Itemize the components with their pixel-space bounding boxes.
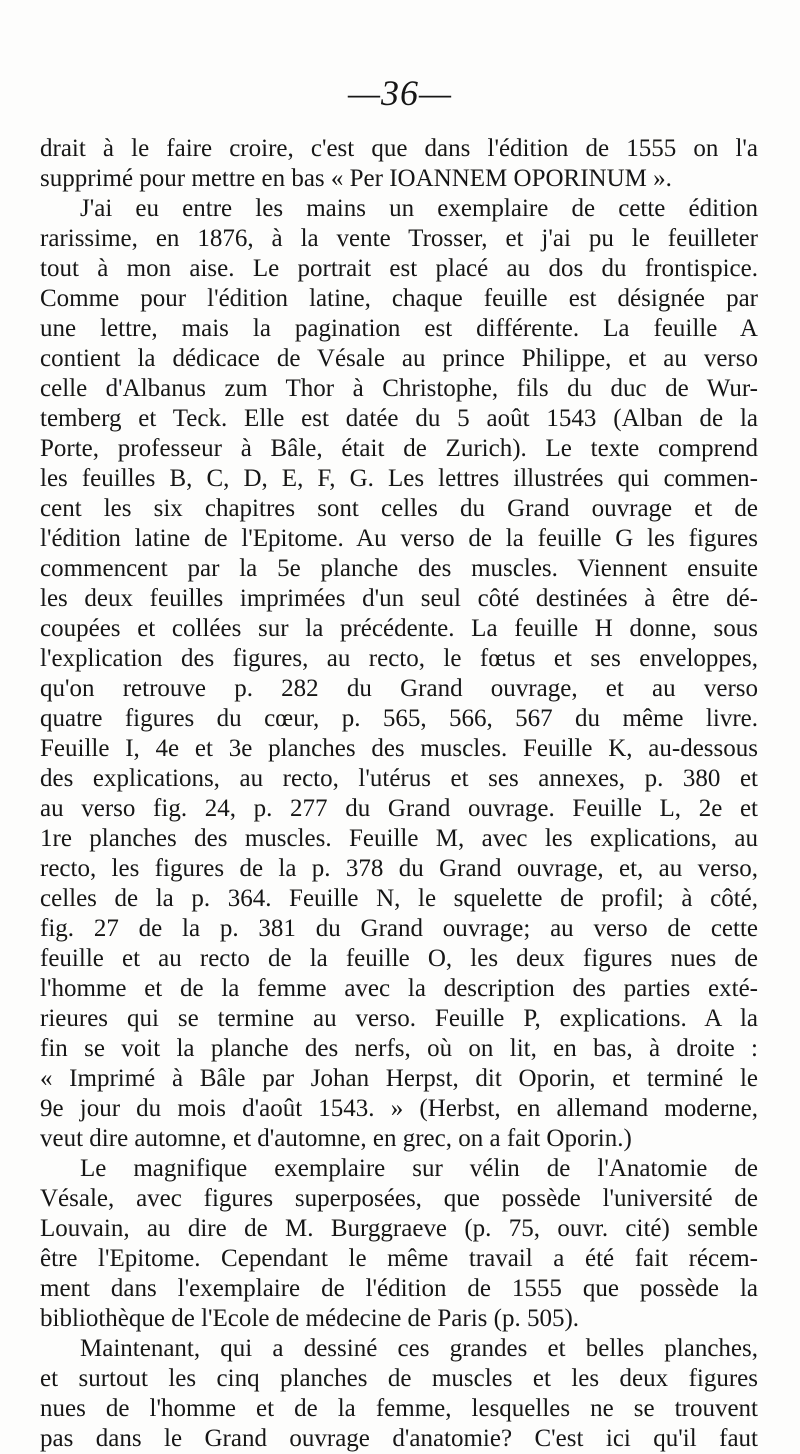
text-line: J'ai eu entre les mains un exemplaire de cette édition — [80, 195, 758, 222]
text-line: rarissime, en 1876, à la vente Trosser, et j'ai pu le feuilleter — [40, 225, 758, 252]
text-line: les feuilles B, C, D, E, F, G. Les lettres illustrées qui commen- — [40, 465, 758, 492]
text-line: l'édition latine de l'Epitome. Au verso de la feuille G les figures — [40, 525, 758, 552]
text-line: les deux feuilles imprimées d'un seul côté destinées à être dé- — [40, 585, 758, 612]
show-through-text — [40, 1394, 758, 1414]
text-line: coupées et collées sur la précédente. La feuille H donne, sous — [40, 615, 758, 642]
text-line: quatre figures du cœur, p. 565, 566, 567 du même livre. — [40, 705, 758, 732]
text-line: Le magnifique exemplaire sur vélin de l'Anatomie de — [80, 1155, 758, 1182]
text-line: « Imprimé à Bâle par Johan Herpst, dit Oporin, et terminé le — [40, 1065, 758, 1092]
text-line: nues de l'homme et de la femme, lesquelles ne se trouvent — [40, 1395, 758, 1422]
text-line: feuille et au recto de la feuille O, les deux figures nues de — [40, 945, 758, 972]
text-line: celle d'Albanus zum Thor à Christophe, fils du duc de Wur- — [40, 375, 758, 402]
text-line: commencent par la 5e planche des muscles. Viennent ensuite — [40, 555, 758, 582]
text-line: des explications, au recto, l'utérus et ses annexes, p. 380 et — [40, 765, 758, 792]
text-line: tout à mon aise. Le portrait est placé au dos du frontispice. — [40, 255, 758, 282]
text-line: cent les six chapitres sont celles du Grand ouvrage et de — [40, 495, 758, 522]
text-line: contient la dédicace de Vésale au prince Philippe, et au verso — [40, 345, 758, 372]
text-line: l'explication des figures, au recto, le fœtus et ses enveloppes, — [40, 645, 758, 672]
text-line: 1re planches des muscles. Feuille M, avec les explications, au — [40, 825, 758, 852]
text-line: drait à le faire croire, c'est que dans l'édition de 1555 on l'a — [40, 135, 758, 162]
text-line: recto, les figures de la p. 378 du Grand ouvrage, et, au verso, — [40, 855, 758, 882]
text-line: ment dans l'exemplaire de l'édition de 1555 que possède la — [40, 1275, 758, 1302]
text-line: Vésale, avec figures superposées, que possède l'université de — [40, 1185, 758, 1212]
body-text — [40, 134, 758, 1454]
text-line: bibliothèque de l'Ecole de médecine de Paris (p. 505). — [40, 1305, 580, 1332]
text-line: Comme pour l'édition latine, chaque feuille est désignée par — [40, 285, 758, 312]
text-line: rieures qui se termine au verso. Feuille P, explications. A la — [40, 1005, 758, 1032]
text-line: fig. 27 de la p. 381 du Grand ouvrage; au verso de cette — [40, 915, 758, 942]
text-line: une lettre, mais la pagination est différente. La feuille A — [40, 315, 758, 342]
text-line: Porte, professeur à Bâle, était de Zurich). Le texte comprend — [40, 435, 758, 462]
text-line: l'homme et de la femme avec la description des parties exté- — [40, 975, 758, 1002]
text-line: pas dans le Grand ouvrage d'anatomie? C'est ici qu'il faut — [40, 1425, 758, 1452]
text-line: 9e jour du mois d'août 1543. » (Herbst, en allemand moderne, — [40, 1095, 758, 1122]
text-line: Louvain, au dire de M. Burggraeve (p. 75, ouvr. cité) semble — [40, 1215, 758, 1242]
text-line: celles de la p. 364. Feuille N, le squelette de profil; à côté, — [40, 885, 758, 912]
text-line: fin se voit la planche des nerfs, où on lit, en bas, à droite : — [40, 1035, 758, 1062]
text-line: qu'on retrouve p. 282 du Grand ouvrage, et au verso — [40, 675, 758, 702]
text-line: supprimé pour mettre en bas « Per IOANNEM OPORINUM ». — [40, 165, 672, 192]
text-line: Feuille I, 4e et 3e planches des muscles. Feuille K, au-dessous — [40, 735, 758, 762]
text-line: être l'Epitome. Cependant le même travail a été fait récem- — [40, 1245, 758, 1272]
text-line: au verso fig. 24, p. 277 du Grand ouvrage. Feuille L, 2e et — [40, 795, 758, 822]
page-number: —36— — [347, 73, 453, 113]
text-line: Maintenant, qui a dessiné ces grandes et belles planches, — [80, 1335, 758, 1362]
text-line: veut dire automne, et d'automne, en grec, on a fait Oporin.) — [40, 1125, 632, 1152]
text-line: temberg et Teck. Elle est datée du 5 août 1543 (Alban de la — [40, 405, 758, 432]
text-line: et surtout les cinq planches de muscles et les deux figures — [40, 1365, 758, 1392]
